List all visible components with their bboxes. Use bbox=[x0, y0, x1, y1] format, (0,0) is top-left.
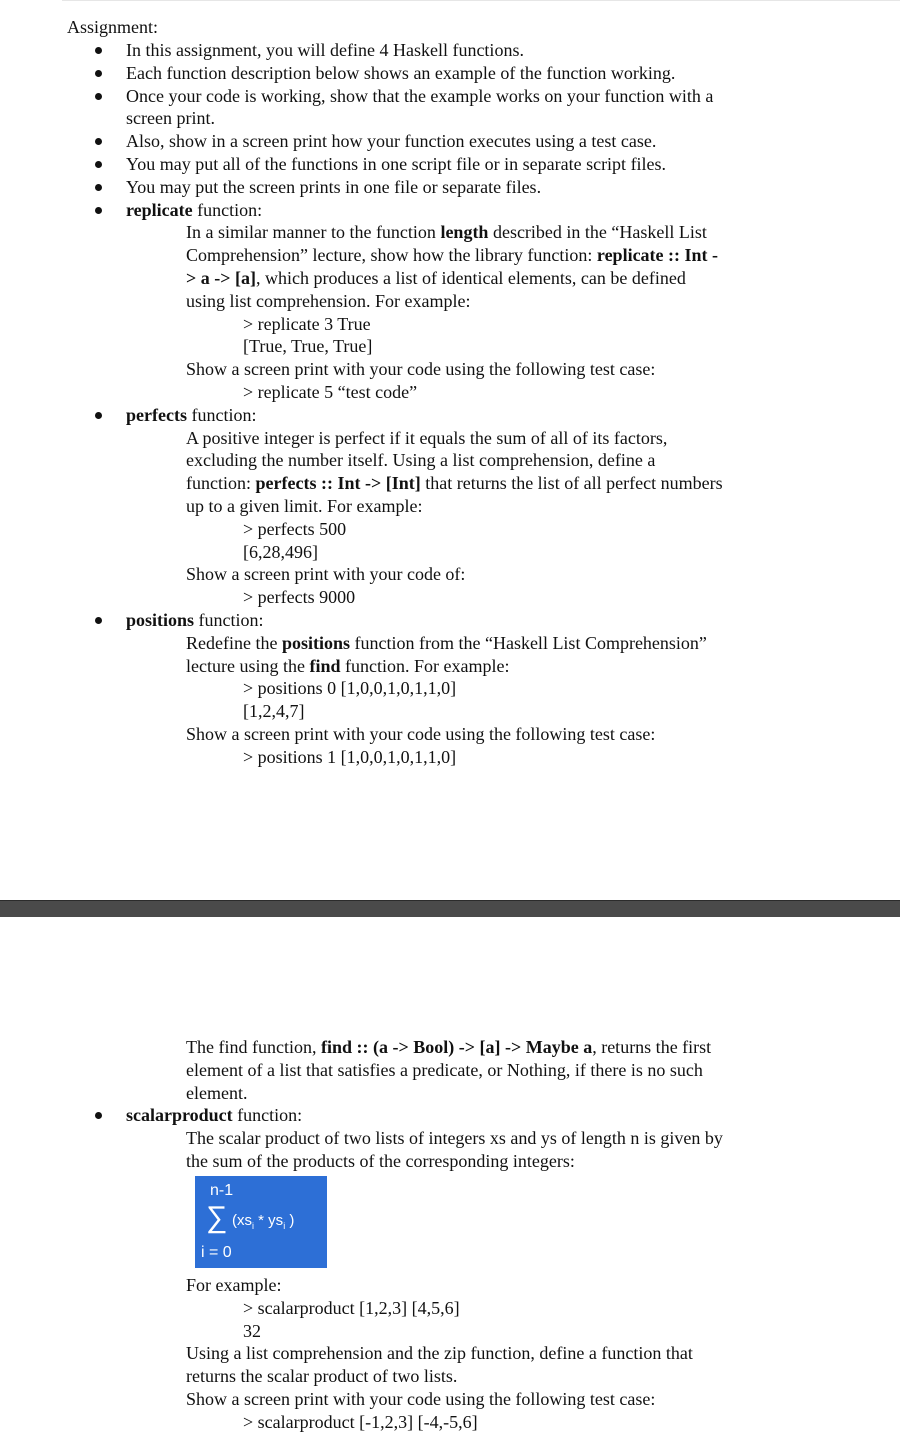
bullet-item: In this assignment, you will define 4 Haskell functions. bbox=[0, 39, 900, 62]
replicate-show: Show a screen print with your code using the following test case: bbox=[186, 359, 656, 380]
replicate-example: > replicate 3 True [True, True, True] bbox=[243, 313, 373, 357]
bullet-item: Once your code is working, show that the example works on your function with a screen print. bbox=[0, 85, 900, 131]
bullet-dot bbox=[95, 70, 102, 77]
bullet-dot bbox=[95, 161, 102, 168]
replicate-test: > replicate 5 “test code” bbox=[243, 381, 418, 402]
bullet-list bbox=[0, 39, 900, 769]
bullet-item: You may put all of the functions in one script file or in separate script files. bbox=[0, 153, 900, 176]
positions-section bbox=[0, 609, 900, 769]
replicate-description: In a similar manner to the function length described in the “Haskell List Comprehension” lecture, show how the library function: replicate :: Int - > a -> [a], which produces a list of identical elements, can be defined using list comprehension. For example: bbox=[186, 222, 719, 311]
formula-upper-limit: n-1 bbox=[210, 1182, 234, 1199]
bullet-item: Also, show in a screen print how your function executes using a test case. bbox=[0, 130, 900, 153]
page-separator bbox=[0, 900, 900, 917]
positions-show: Show a screen print with your code using the following test case: bbox=[186, 723, 656, 744]
bullet-dot bbox=[95, 47, 102, 54]
bullet-dot bbox=[95, 138, 102, 145]
perfects-description: A positive integer is perfect if it equals the sum of all of its factors, excluding the number itself. Using a list comprehension, define a function: perfects :: Int -> [Int] that returns the list of all perfect numbers up to a given limit. For example: bbox=[186, 427, 723, 516]
bullet-dot bbox=[95, 1112, 102, 1119]
replicate-title: replicate function: bbox=[126, 199, 263, 220]
scalarproduct-test: > scalarproduct [-1,2,3] [-4,-5,6] bbox=[243, 1411, 478, 1432]
bullet-item: Each function description below shows an example of the function working. bbox=[0, 62, 900, 85]
top-border bbox=[62, 0, 900, 1]
scalarproduct-example-block bbox=[186, 1274, 886, 1434]
bullet-dot bbox=[95, 184, 102, 191]
perfects-title: perfects function: bbox=[126, 404, 257, 425]
perfects-test: > perfects 9000 bbox=[243, 587, 356, 608]
scalarproduct-title: scalarproduct function: bbox=[126, 1105, 303, 1125]
bullet-dot bbox=[95, 93, 102, 100]
formula-expression: ($xs_i * ys_i$ ) bbox=[232, 1212, 295, 1231]
replicate-section bbox=[0, 199, 900, 404]
bullet-item: You may put the screen prints in one file or separate files. bbox=[0, 176, 900, 199]
bullet-list-2 bbox=[0, 1104, 900, 1172]
perfects-example: > perfects 500 [6,28,496] bbox=[243, 518, 347, 562]
scalarproduct-example: > scalarproduct [1,2,3] [4,5,6] 32 bbox=[243, 1297, 460, 1341]
scalarproduct-show: Show a screen print with your code using the following test case: bbox=[186, 1388, 656, 1409]
positions-title: positions function: bbox=[126, 609, 264, 630]
bullet-dot bbox=[95, 617, 102, 624]
positions-test: > positions 1 [1,0,0,1,0,1,1,0] bbox=[243, 746, 457, 767]
assignment-heading: Assignment: bbox=[67, 17, 159, 37]
scalarproduct-section bbox=[0, 1104, 900, 1172]
perfects-show: Show a screen print with your code of: bbox=[186, 564, 466, 585]
positions-example: > positions 0 [1,0,0,1,0,1,1,0] [1,2,4,7] bbox=[243, 678, 457, 722]
sigma-symbol: ∑ bbox=[206, 1201, 228, 1234]
formula-lower-limit: i = 0 bbox=[201, 1244, 232, 1261]
scalarproduct-instruction: Using a list comprehension and the zip function, define a function that returns the scalar product of two lists. bbox=[186, 1343, 693, 1387]
find-note: The find function, find :: (a -> Bool) -> [a] -> Maybe a, returns the first element of a list that satisfies a predicate, or Nothing, if there is no such element. bbox=[186, 1037, 712, 1103]
bullet-dot bbox=[95, 207, 102, 214]
bullet-dot bbox=[95, 412, 102, 419]
sum-formula-image bbox=[195, 1176, 327, 1268]
for-example-label: For example: bbox=[186, 1275, 282, 1295]
positions-description: Redefine the positions function from the “Haskell List Comprehension” lecture using the find function. For example: bbox=[186, 632, 707, 676]
scalarproduct-description: The scalar product of two lists of integers xs and ys of length n is given by the sum of the products of the corresponding integers: bbox=[186, 1127, 723, 1171]
perfects-section bbox=[0, 404, 900, 609]
